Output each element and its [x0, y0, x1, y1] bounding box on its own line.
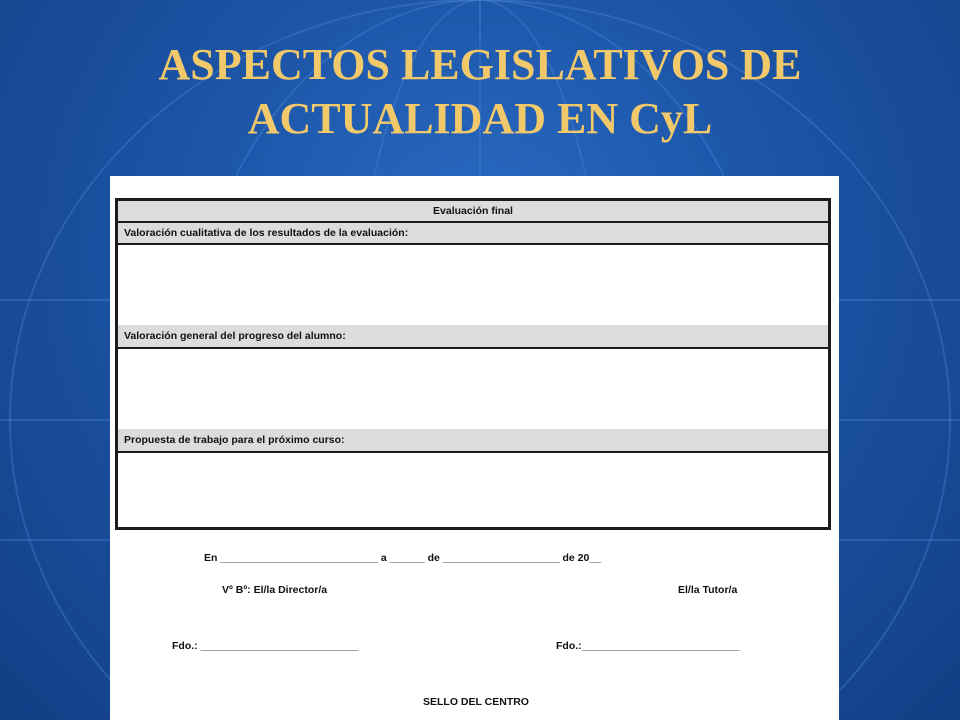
evaluation-form-table [115, 198, 831, 530]
date-line: En ___________________________ a ______ de ____________________ de 20__ [204, 552, 602, 564]
slide-title-line-2: ACTUALIDAD EN CyL [247, 94, 713, 143]
evaluation-form-document [110, 176, 839, 720]
stamp-label: SELLO DEL CENTRO [423, 696, 529, 708]
form-header: Evaluación final [118, 201, 828, 223]
section-qualitative-label: Valoración cualitativa de los resultados de la evaluación: [118, 223, 828, 245]
section-proposal-label: Propuesta de trabajo para el próximo curso: [118, 429, 828, 453]
section-progress-field[interactable] [118, 349, 828, 431]
section-proposal-field[interactable] [118, 453, 828, 527]
section-qualitative-field[interactable] [118, 245, 828, 327]
tutor-label: El/la Tutor/a [678, 584, 738, 596]
director-label: Vº Bº: El/la Director/a [222, 584, 328, 596]
signature-left: Fdo.: ___________________________ [172, 640, 359, 652]
signature-right: Fdo.:___________________________ [556, 640, 740, 652]
slide-title [0, 38, 960, 146]
section-progress-label: Valoración general del progreso del alumno: [118, 325, 828, 349]
slide-title-line-1: ASPECTOS LEGISLATIVOS DE [158, 40, 802, 89]
